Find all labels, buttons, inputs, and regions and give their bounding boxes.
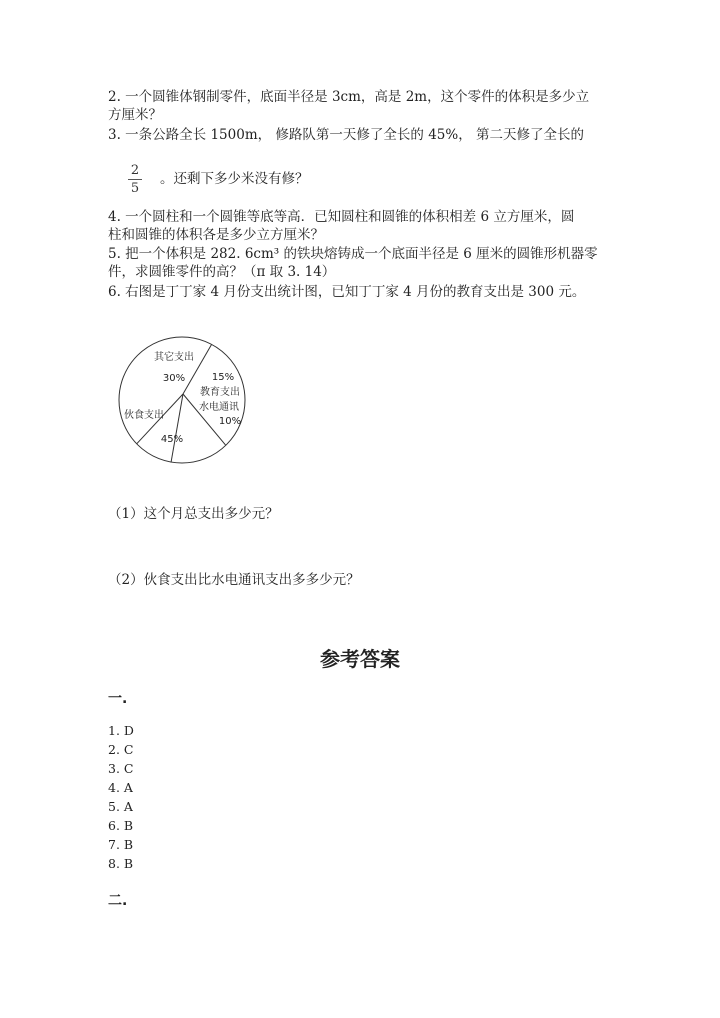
answer-item: 3. C [108, 761, 134, 776]
fraction-bar [128, 179, 142, 180]
question-6-line-1: 6. 右图是丁丁家 4 月份支出统计图，已知丁丁家 4 月份的教育支出是 300 元。 [108, 284, 586, 300]
answer-item: 4. A [108, 780, 133, 795]
label-util: 水电通讯 [199, 402, 239, 413]
label-food: 伙食支出 [124, 410, 164, 421]
fraction-denominator: 5 [130, 181, 140, 196]
answer-item: 7. B [108, 837, 134, 852]
label-edu-pct: 15% [211, 372, 235, 383]
answers-heading: 参考答案 [320, 647, 400, 671]
label-food-pct: 45% [160, 434, 184, 445]
section-2-label: 二. [108, 893, 128, 909]
question-4-line-2: 柱和圆锥的体积各是多少立方厘米？ [108, 227, 324, 243]
label-edu: 教育支出 [200, 387, 240, 398]
fraction-two-fifths [128, 163, 142, 196]
question-3-line-1: 3. 一条公路全长 1500m， 修路队第一天修了全长的 45%， 第二天修了全长的 [108, 127, 584, 143]
question-4-line-1: 4. 一个圆柱和一个圆锥等底等高．已知圆柱和圆锥的体积相差 6 立方厘米，圆 [108, 209, 575, 225]
question-5-line-2: 件，求圆锥零件的高？（π 取 3. 14） [108, 264, 336, 280]
subquestion-1: （1）这个月总支出多少元？ [108, 506, 279, 522]
question-2-line-1: 2. 一个圆锥体钢制零件，底面半径是 3cm，高是 2m，这个零件的体积是多少立 [108, 89, 590, 105]
fraction-numerator: 2 [130, 163, 140, 178]
label-util-pct: 10% [218, 416, 242, 427]
question-2-line-2: 方厘米？ [108, 107, 162, 123]
label-other-pct: 30% [162, 373, 186, 384]
answer-item: 5. A [108, 799, 133, 814]
label-other: 其它支出 [154, 352, 194, 363]
expense-pie-chart [112, 330, 252, 470]
answer-item: 2. C [108, 742, 134, 757]
subquestion-2: （2）伙食支出比水电通讯支出多多少元？ [108, 572, 360, 588]
question-5-line-1: 5. 把一个体积是 282. 6cm³ 的铁块熔铸成一个底面半径是 6 厘米的圆锥形机器零 [108, 246, 598, 262]
answer-item: 1. D [108, 723, 134, 738]
answer-item: 8. B [108, 856, 134, 871]
answer-item: 6. B [108, 818, 134, 833]
question-3-tail: 。还剩下多少米没有修？ [160, 171, 309, 187]
section-1-label: 一. [108, 691, 128, 707]
